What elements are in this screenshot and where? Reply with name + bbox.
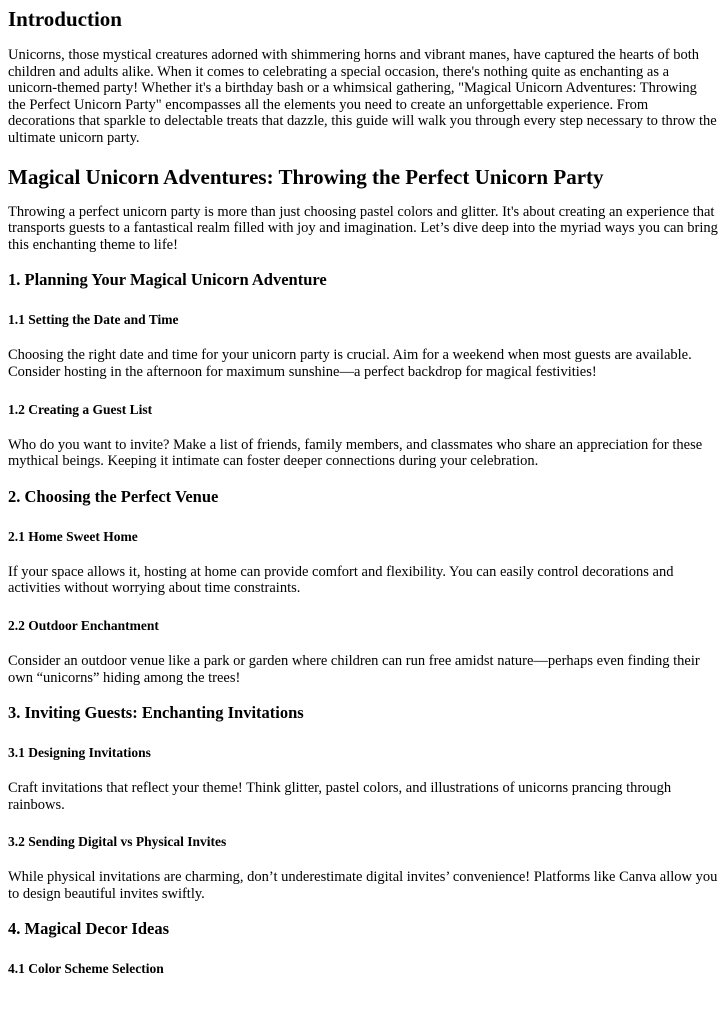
section-heading-invitations: 3. Inviting Guests: Enchanting Invitations [8, 703, 304, 723]
subsection-heading-sending: 3.2 Sending Digital vs Physical Invites [8, 834, 227, 850]
subsection-heading-designing: 3.1 Designing Invitations [8, 745, 151, 761]
subsection-paragraph-home: If your space allows it, hosting at home can provide comfort and flexibility. You can easily control decorations and activities without worrying about time constraints. [8, 563, 674, 597]
subsection-heading-outdoor: 2.2 Outdoor Enchantment [8, 617, 159, 633]
subsection-paragraph-guest-list: Who do you want to invite? Make a list of friends, family members, and classmates who share an appreciation for these mythical beings. Keeping it intimate can foster deeper connections during your celebration. [8, 436, 703, 470]
subsection-heading-home: 2.1 Home Sweet Home [8, 528, 138, 544]
intro-paragraph: Unicorns, those mystical creatures adorned with shimmering horns and vibrant manes, have captured the hearts of both children and adults alike. When it comes to celebrating a special occasion, there's nothing quite as enchanting as a unicorn-themed party! Whether it's a birthday bash or a whimsical gathering, "Magical Unicorn Adventures: Throwing the Perfect Unicorn Party" encompasses all the elements you need to create an unforgettable experience. From decorations that sparkle to delectable treats that dazzle, this guide will walk you through every step necessary to throw the ultimate unicorn party. [8, 47, 717, 146]
subsection-heading-color-scheme: 4.1 Color Scheme Selection [8, 961, 164, 977]
intro-heading: Introduction [8, 7, 122, 31]
subsection-paragraph-sending: While physical invitations are charming, don’t underestimate digital invites’ convenience! Platforms like Canva allow you to design beautiful invites swiftly. [8, 869, 718, 902]
main-paragraph: Throwing a perfect unicorn party is more than just choosing pastel colors and glitter. It's about creating an experience that transports guests to a fantastical realm filled with joy and imagination. Let’s dive deep into the myriad ways you can bring this enchanting theme to life! [8, 203, 718, 253]
subsection-paragraph-outdoor: Consider an outdoor venue like a park or garden where children can run free amidst nature—perhaps even finding their own “unicorns” hiding among the trees! [8, 652, 700, 686]
document-page [0, 6, 720, 978]
subsection-heading-guest-list: 1.2 Creating a Guest List [8, 401, 153, 417]
subsection-paragraph-designing: Craft invitations that reflect your theme! Think glitter, pastel colors, and illustrations of unicorns prancing through rainbows. [8, 780, 672, 813]
section-heading-venue: 2. Choosing the Perfect Venue [8, 486, 219, 506]
subsection-paragraph-date-time: Choosing the right date and time for your unicorn party is crucial. Aim for a weekend when most guests are available. Consider hosting in the afternoon for maximum sunshine—a perfect backdrop for magical festivities! [8, 347, 692, 380]
main-heading: Magical Unicorn Adventures: Throwing the Perfect Unicorn Party [8, 164, 604, 189]
subsection-heading-date-time: 1.1 Setting the Date and Time [8, 312, 179, 328]
section-heading-decor: 4. Magical Decor Ideas [8, 919, 169, 939]
section-heading-planning: 1. Planning Your Magical Unicorn Adventure [8, 270, 327, 290]
